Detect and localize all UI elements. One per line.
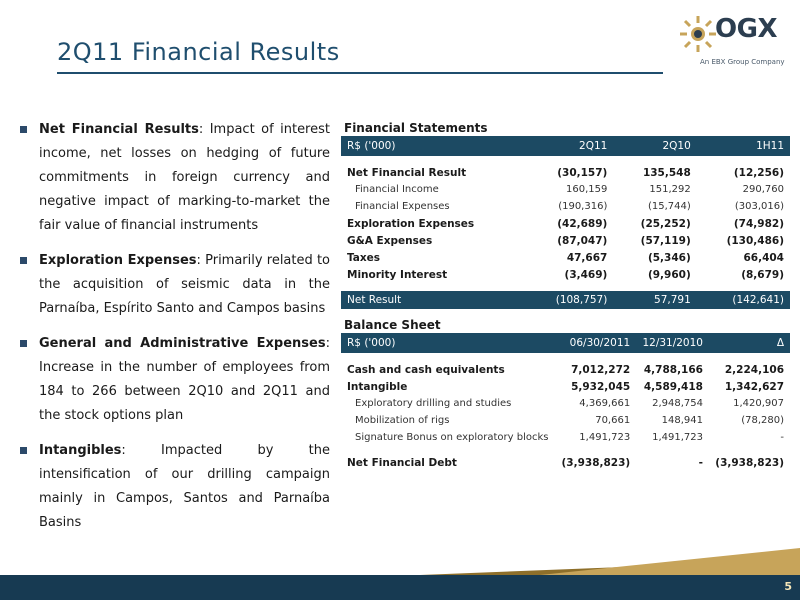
table-row <box>341 164 790 181</box>
cell: (190,316) <box>558 201 608 212</box>
cell: 135,548 <box>642 166 691 179</box>
row-label: Cash and cash equivalents <box>347 363 505 376</box>
bullet-heading: Exploration Expenses <box>39 253 197 268</box>
cell: (74,982) <box>733 217 784 230</box>
bullet-net-financial: Net Financial Results: Impact of interest income, net losses on hedging of future commitments in foreign currency and negative impact of marking-to-market the fair value of financial instruments <box>20 118 330 238</box>
financial-statements-title: Financial Statements <box>344 121 488 135</box>
cell: 4,369,661 <box>579 398 631 409</box>
table-row <box>341 361 790 378</box>
table-header-row <box>341 333 790 353</box>
row-label: Exploratory drilling and studies <box>355 398 512 409</box>
row-label: Net Financial Debt <box>347 456 457 469</box>
cell: (142,641) <box>697 291 790 309</box>
cell: - <box>780 432 784 443</box>
bullet-heading: Net Financial Results <box>39 122 199 137</box>
bullet-marker <box>20 340 27 347</box>
row-label: Signature Bonus on exploratory blocks <box>355 432 549 443</box>
cell: (303,016) <box>734 201 784 212</box>
spacer <box>341 283 790 291</box>
cell: 7,012,272 <box>571 363 631 376</box>
cell: (78,280) <box>741 415 784 426</box>
cell: 47,667 <box>566 251 608 264</box>
table-row <box>341 378 790 395</box>
logo-wordmark: OGX <box>715 14 777 44</box>
cell: 1,491,723 <box>579 432 631 443</box>
table-row <box>341 232 790 249</box>
cell: (87,047) <box>557 234 608 247</box>
bullet-text: Impacted by the intensification of our drilling campaign mainly in Campos, Santos and Parnaíba Basins <box>39 443 330 530</box>
bullet-heading: Intangibles <box>39 443 122 458</box>
cell: 66,404 <box>743 251 784 264</box>
cell: (130,486) <box>726 234 784 247</box>
bullet-list <box>20 118 330 546</box>
cell: (3,938,823) <box>715 456 784 469</box>
spacer <box>341 156 790 164</box>
cell: 57,791 <box>613 291 696 309</box>
cell: (30,157) <box>557 166 608 179</box>
cell: (57,119) <box>640 234 691 247</box>
table-row <box>341 215 790 232</box>
cell: 4,788,166 <box>643 363 703 376</box>
table-header-row <box>341 136 790 156</box>
cell: 160,159 <box>565 184 608 195</box>
row-label: G&A Expenses <box>347 234 433 247</box>
balance-sheet-table <box>341 333 790 471</box>
cell: (12,256) <box>733 166 784 179</box>
row-label: Net Result <box>341 291 528 309</box>
bullet-text: Impact of interest income, net losses on hedging of future commitments in foreign currency and negative impact of marking-to-market the fair value of financial instruments <box>39 122 330 233</box>
table-row <box>341 412 790 429</box>
logo-subtitle: An EBX Group Company <box>700 58 785 66</box>
cell: - <box>698 456 703 469</box>
cell: 290,760 <box>742 184 784 195</box>
row-label: Intangible <box>347 380 408 393</box>
cell: 5,932,045 <box>571 380 631 393</box>
header-cell: 1H11 <box>697 136 790 156</box>
row-label: Taxes <box>347 251 381 264</box>
row-label: Net Financial Result <box>347 166 467 179</box>
row-label: Exploration Expenses <box>347 217 475 230</box>
header-cell: Δ <box>709 333 790 353</box>
cell: 1,420,907 <box>733 398 784 409</box>
table-row <box>341 429 790 446</box>
table-row <box>341 249 790 266</box>
bullet-exploration: Exploration Expenses: Primarily related to the acquisition of seismic data in the Parnaíba, Espírito Santo and Campos basins <box>20 249 330 321</box>
cell: 2,948,754 <box>652 398 703 409</box>
row-label: Financial Income <box>355 184 439 195</box>
table-row <box>341 266 790 283</box>
table-row <box>341 181 790 198</box>
row-label: Financial Expenses <box>355 201 450 212</box>
header-cell: 06/30/2011 <box>555 333 636 353</box>
cell: 151,292 <box>649 184 691 195</box>
table-row <box>341 198 790 215</box>
header-cell: 12/31/2010 <box>636 333 709 353</box>
row-label: Mobilization of rigs <box>355 415 450 426</box>
footer-bar <box>0 575 800 600</box>
slide-title: 2Q11 Financial Results <box>57 38 340 66</box>
header-cell: 2Q10 <box>613 136 696 156</box>
row-label: Minority Interest <box>347 268 448 281</box>
footer-accent <box>540 548 800 575</box>
bullet-heading: General and Administrative Expenses <box>39 336 326 351</box>
cell: (9,960) <box>647 268 691 281</box>
header-cell: R$ ('000) <box>341 333 555 353</box>
bullet-marker <box>20 447 27 454</box>
header-cell: 2Q11 <box>528 136 613 156</box>
bullet-intangibles: Intangibles: Impacted by the intensification of our drilling campaign mainly in Campos, Santos and Parnaíba Basins <box>20 439 330 535</box>
cell: (42,689) <box>557 217 608 230</box>
bullet-text: Increase in the number of employees from 184 to 266 between 2Q10 and 2Q11 and the stock options plan <box>39 360 330 423</box>
spacer <box>341 446 790 454</box>
table-row <box>341 454 790 471</box>
page-number: 5 <box>784 580 792 593</box>
cell: (3,469) <box>564 268 608 281</box>
cell: (25,252) <box>640 217 691 230</box>
bullet-marker <box>20 257 27 264</box>
bullet-text: Primarily related to the acquisition of seismic data in the Parnaíba, Espírito Santo and Campos basins <box>39 253 330 316</box>
cell: 2,224,106 <box>724 363 784 376</box>
cell: (8,679) <box>741 268 784 281</box>
cell: 70,661 <box>595 415 631 426</box>
cell: 148,941 <box>661 415 703 426</box>
cell: (108,757) <box>528 291 613 309</box>
cell: (5,346) <box>647 251 691 264</box>
bullet-marker <box>20 126 27 133</box>
cell: 1,491,723 <box>652 432 703 443</box>
cell: (3,938,823) <box>561 456 631 469</box>
net-result-row <box>341 291 790 309</box>
cell: 4,589,418 <box>643 380 703 393</box>
sun-logo-icon <box>678 14 718 54</box>
title-divider <box>57 72 663 74</box>
table-row <box>341 395 790 412</box>
financial-statements-table <box>341 136 790 309</box>
header-cell: R$ ('000) <box>341 136 528 156</box>
balance-sheet-title: Balance Sheet <box>344 318 441 332</box>
cell: 1,342,627 <box>724 380 784 393</box>
spacer <box>341 353 790 361</box>
cell: (15,744) <box>647 201 691 212</box>
bullet-ga: General and Administrative Expenses: Increase in the number of employees from 184 to 266 between 2Q10 and 2Q11 and the stock options plan <box>20 332 330 428</box>
